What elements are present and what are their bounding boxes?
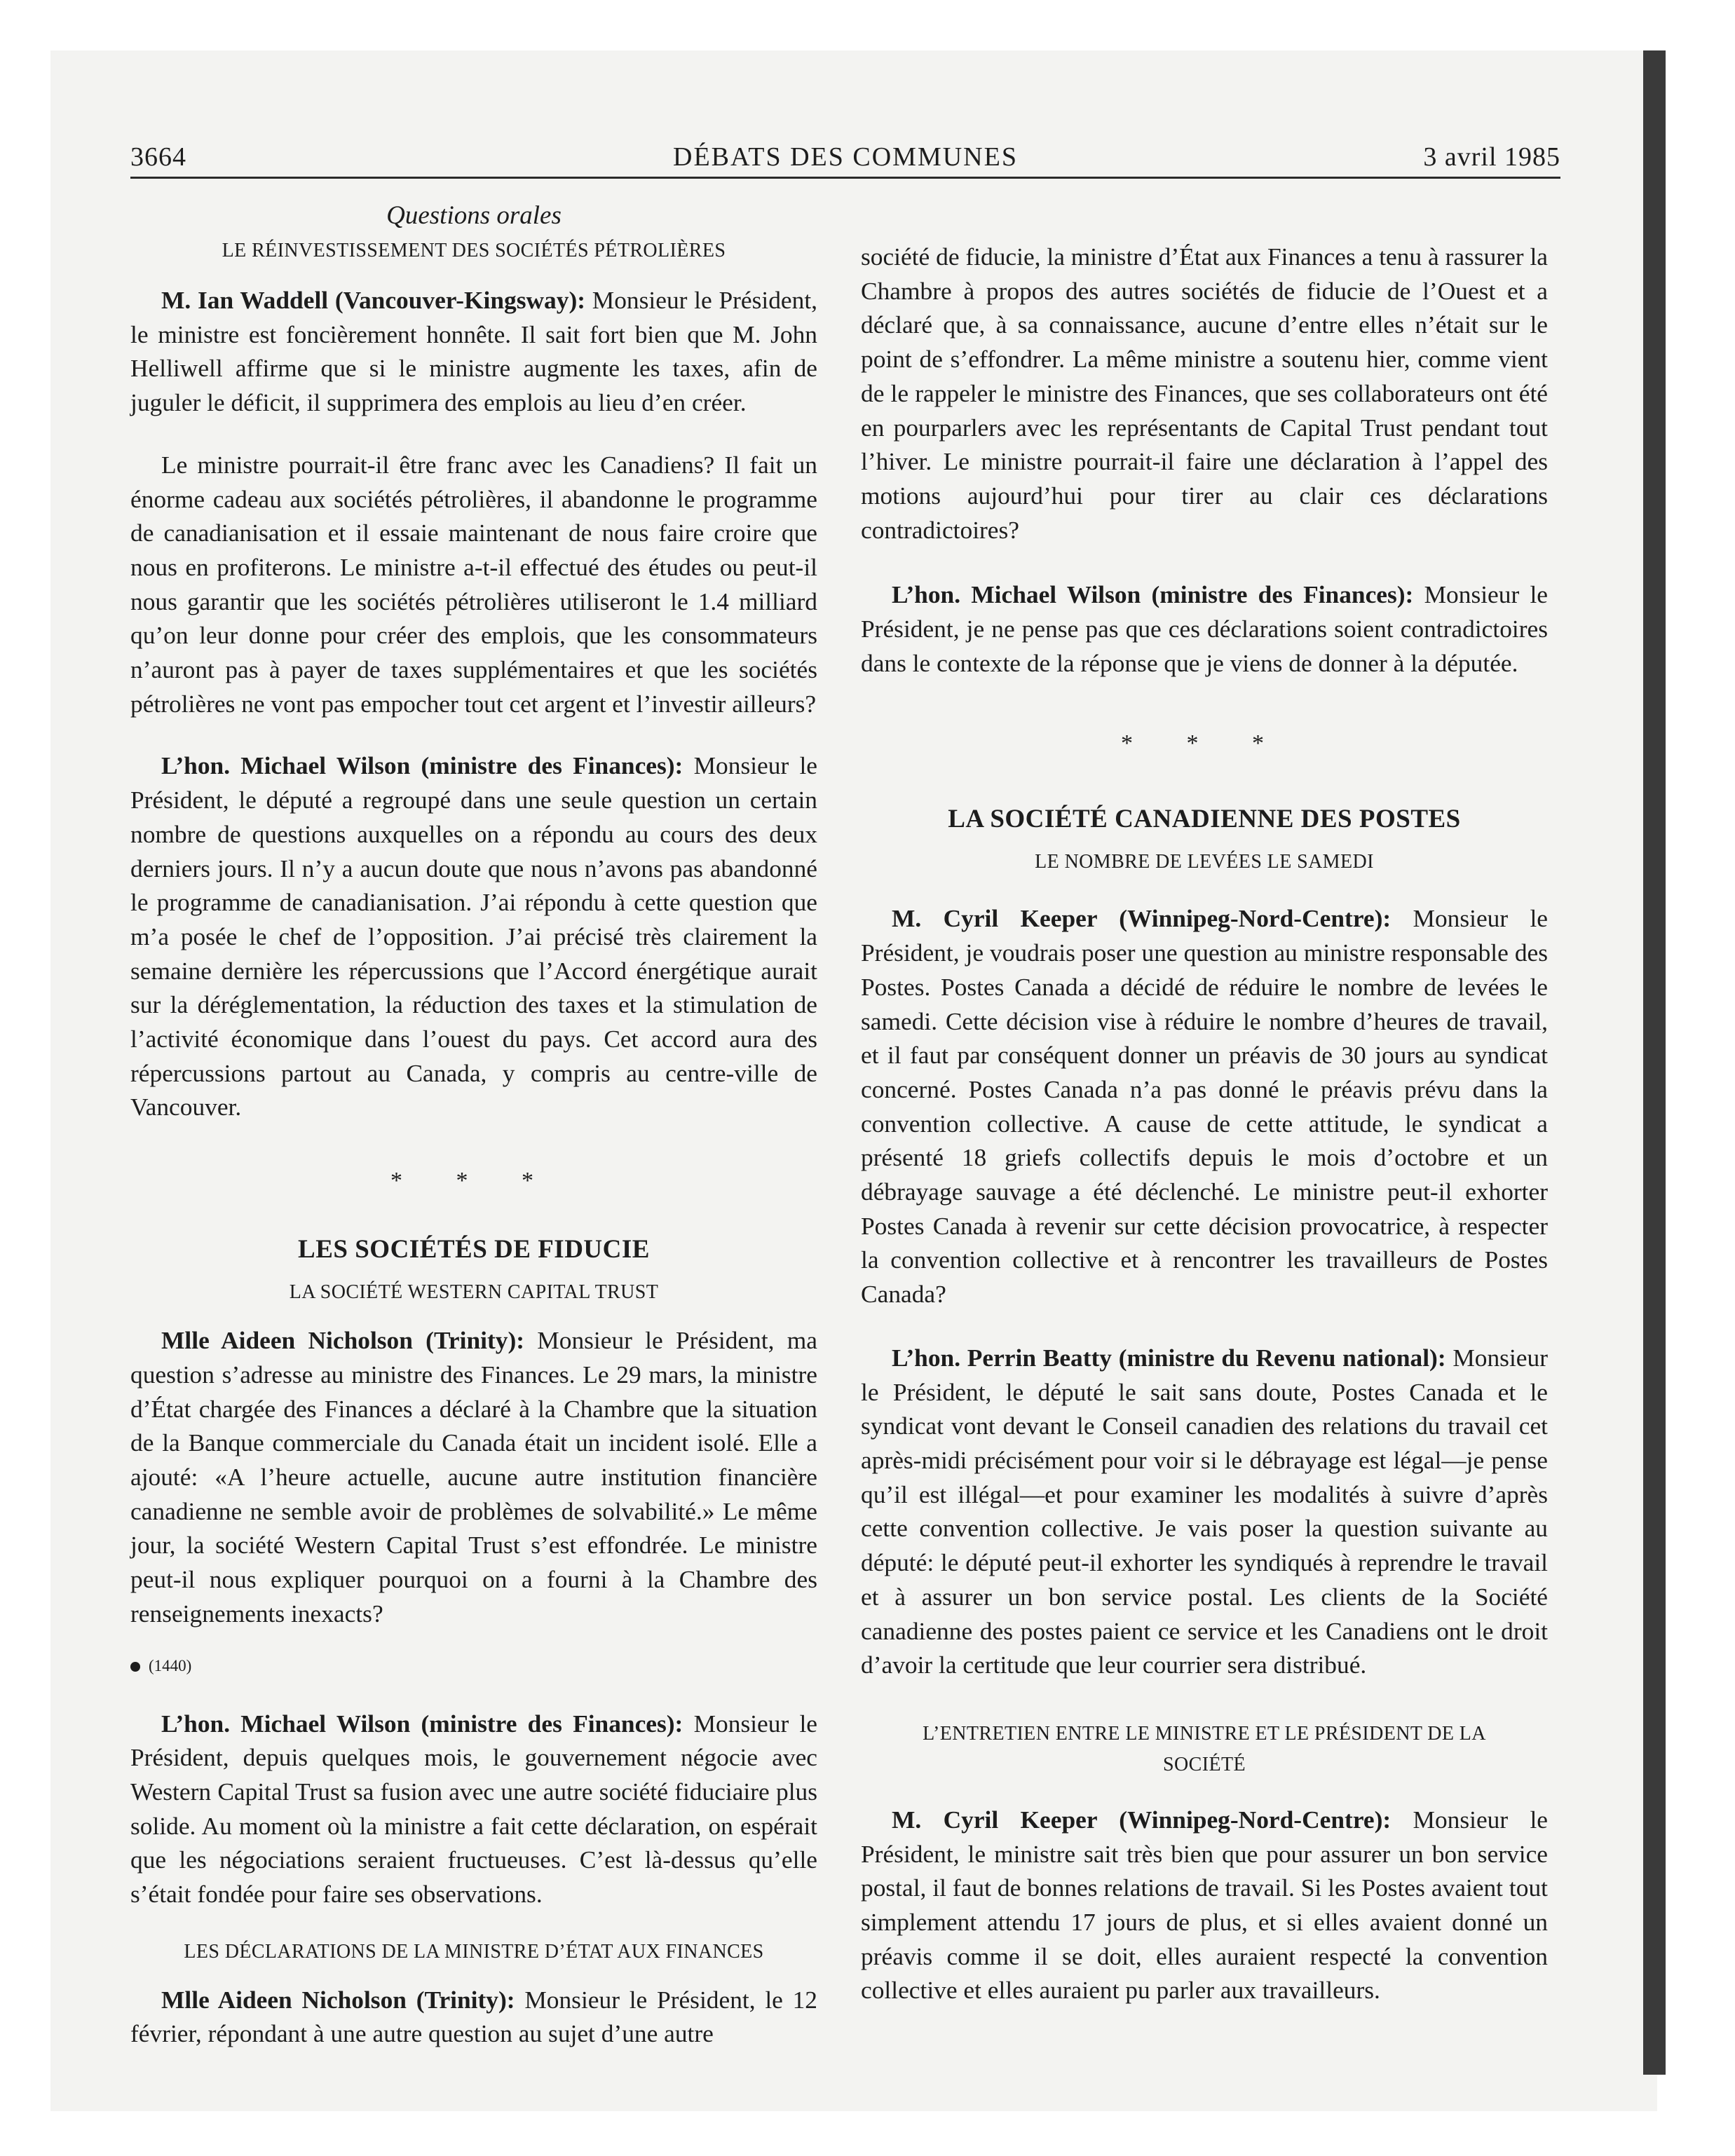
subheading: LA SOCIÉTÉ WESTERN CAPITAL TRUST: [289, 1281, 659, 1304]
paragraph: [861, 1341, 1548, 1682]
speech-text: Monsieur le Président, le député le sait sans doute, Postes Canada et le syndicat vont devant le Conseil canadien des relations du travail cet après-midi précisément pour voir si le débrayage est légal—je pense qu’il est illégal—et pour examiner les modalités à suivre d’après cette convention collective. Je vais poser la question suivante au député: le député peut-il exhorter les syndiqués à reprendre le travail et à assurer un bon service postal. Les clients de la Société canadienne des postes paient ce service et les Canadiens ont le droit d’avoir la certitude que leur courrier sera distribué.: [861, 1343, 1548, 1679]
speech-text: Monsieur le Président, je ne pense pas que ces déclarations soient contradictoires dans le contexte de la réponse que je viens de donner à la députée.: [861, 580, 1549, 677]
paragraph: [130, 1983, 817, 2051]
paragraph: [130, 749, 817, 1124]
paragraph: [130, 1707, 817, 1911]
page-number: 3664: [130, 142, 186, 172]
speech-text: Monsieur le Président, le ministre sait très bien que pour assurer un bon service postal, il faut de bonnes relations de travail. Si les Postes avaient tout simplement attendu 17 jours de plus, et si elles avaient donné un préavis comme il se doit, elles auraient respecté la convention collective et elles auraient pu parler aux travailleurs.: [861, 1805, 1548, 2005]
section-heading: LA SOCIÉTÉ CANADIENNE DES POSTES: [948, 805, 1461, 834]
subheading: L’ENTRETIEN ENTRE LE MINISTRE ET LE PRÉSIDENT DE LA SOCIÉTÉ: [923, 1722, 1486, 1775]
publication-title: DÉBATS DES COMMUNES: [673, 142, 1018, 172]
speaker-name: L’hon. Michael Wilson (ministre des Finances):: [161, 751, 683, 780]
bullet-icon: [130, 1662, 140, 1672]
speech-text: Monsieur le Président, le ministre est foncièrement honnête. Il sait fort bien que M. John Helliwell affirme que si le ministre augmente les taxes, afin de juguler le déficit, il supprimera des emplois au lieu d’en créer.: [130, 286, 817, 417]
paragraph: société de fiducie, la ministre d’État aux Finances a tenu à rassurer la Chambre à propos des autres sociétés de fiducie de l’Ouest et a déclaré que, à sa connaissance, aucune d’entre elles n’était sur le point de s’effondrer. La même ministre a soutenu hier, comme vient de le rappeler le ministre des Finances, que ses collaborateurs ont été en pourparlers avec les représentants de Capital Trust pendant tout l’hiver. Le ministre pourrait-il faire une déclaration à l’appel des motions aujourd’hui pour tirer au clair ces déclarations contradictoires?: [861, 243, 1548, 544]
speech-text: Monsieur le Président, je voudrais poser une question au ministre responsable des Postes. Postes Canada a décidé de réduire le nombre de levées le samedi. Cette décision vise à réduire le nombre d’heures de travail, et il faut par conséquent donner un préavis de 30 jours au syndicat concerné. Postes Canada n’a pas donné le préavis prévu dans la convention collective. A cause de cette attitude, le syndicat a présenté 18 griefs collectifs depuis le mois d’octobre et un débrayage sauvage a été déclenché. Le ministre peut-il exhorter Postes Canada à revenir sur cette décision provocatrice, à respecter la convention collective et à rencontrer les travailleurs de Postes Canada?: [861, 904, 1548, 1309]
speech-text: Monsieur le Président, le 12 février, répondant à une autre question au sujet d’une autre: [130, 1985, 817, 2048]
section-label: Questions orales: [386, 201, 562, 230]
subheading: LE NOMBRE DE LEVÉES LE SAMEDI: [1035, 851, 1374, 873]
speaker-name: Mlle Aideen Nicholson (Trinity):: [161, 1985, 515, 2014]
left-column: [130, 193, 817, 2051]
right-column: [861, 240, 1548, 2007]
speech-text: Monsieur le Président, le député a regroupé dans une seule question un certain nombre de questions auxquelles on a répondu au cours des deux derniers jours. Il n’y a aucun doute que nous n’avons pas abandonné le programme de canadianisation. J’ai répondu à cette question que m’a posée le chef de l’opposition. J’ai précisé très clairement la semaine dernière les répercussions que l’Accord énergétique aurait sur la déréglementation, la réduction des taxes et la stimulation de l’activité économique dans l’ouest du pays. Cet accord aura des répercussions partout au Canada, y compris au centre-ville de Vancouver.: [130, 751, 818, 1121]
speech-text: Monsieur le Président, depuis quelques mois, le gouvernement négocie avec Western Capital Trust sa fusion avec une autre société fiduciaire plus solide. Au moment où la ministre a fait cette déclaration, on espérait que les négociations seraient fructueuses. C’est là-dessus qu’elle s’était fondée pour faire ses observations.: [130, 1709, 818, 1909]
speaker-name: L’hon. Michael Wilson (ministre des Finances):: [161, 1709, 683, 1738]
speaker-name: L’hon. Perrin Beatty (ministre du Revenu national):: [892, 1343, 1446, 1372]
paragraph: [130, 283, 817, 420]
subheading: LE RÉINVESTISSEMENT DES SOCIÉTÉS PÉTROLIÈRES: [222, 240, 726, 261]
speech-text: Monsieur le Président, ma question s’adresse au ministre des Finances. Le 29 mars, la ministre d’État chargée des Finances a déclaré à la Chambre que la situation de la Banque commerciale du Canada était un incident isolé. Elle a ajouté: «A l’heure actuelle, aucune autre institution financière canadienne ne semble avoir de problèmes de solvabilité.» Le même jour, la société Western Capital Trust s’est effondrée. Le ministre peut-il nous expliquer pourquoi on a fourni à la Chambre des renseignements inexacts?: [130, 1326, 817, 1628]
speaker-name: L’hon. Michael Wilson (ministre des Finances):: [892, 580, 1414, 609]
subheading: LES DÉCLARATIONS DE LA MINISTRE D’ÉTAT AUX FINANCES: [184, 1940, 764, 1963]
timestamp: (1440): [130, 1652, 817, 1680]
binding-edge: [1643, 50, 1666, 2075]
paragraph: [861, 578, 1548, 680]
speaker-name: M. Ian Waddell (Vancouver-Kingsway):: [161, 286, 586, 314]
speaker-name: M. Cyril Keeper (Winnipeg-Nord-Centre):: [892, 1805, 1392, 1834]
speaker-name: Mlle Aideen Nicholson (Trinity):: [161, 1326, 525, 1355]
running-header: [130, 142, 1560, 177]
issue-date: 3 avril 1985: [1423, 142, 1560, 172]
section-separator: * * *: [390, 1168, 557, 1194]
paragraph: Le ministre pourrait-il être franc avec les Canadiens? Il fait un énorme cadeau aux sociétés pétrolières, il abandonne le programme de canadianisation et il essaie maintenant de nous faire croire que nous en profiterons. Le ministre a-t-il effectué des études ou peut-il nous garantir que les sociétés pétrolières utiliseront le 1.4 milliard qu’on leur donne pour créer des emplois, que les consommateurs n’auront pas à payer de taxes supplémentaires et que les sociétés pétrolières ne vont pas empocher tout cet argent et l’investir ailleurs?: [130, 450, 817, 718]
paragraph: [861, 1803, 1548, 2007]
section-heading: LES SOCIÉTÉS DE FIDUCIE: [298, 1235, 650, 1264]
section-separator: * * *: [1121, 730, 1288, 757]
header-rule: [130, 177, 1560, 179]
speaker-name: M. Cyril Keeper (Winnipeg-Nord-Centre):: [892, 904, 1392, 933]
paragraph: [130, 1323, 817, 1630]
paragraph: [861, 901, 1548, 1311]
